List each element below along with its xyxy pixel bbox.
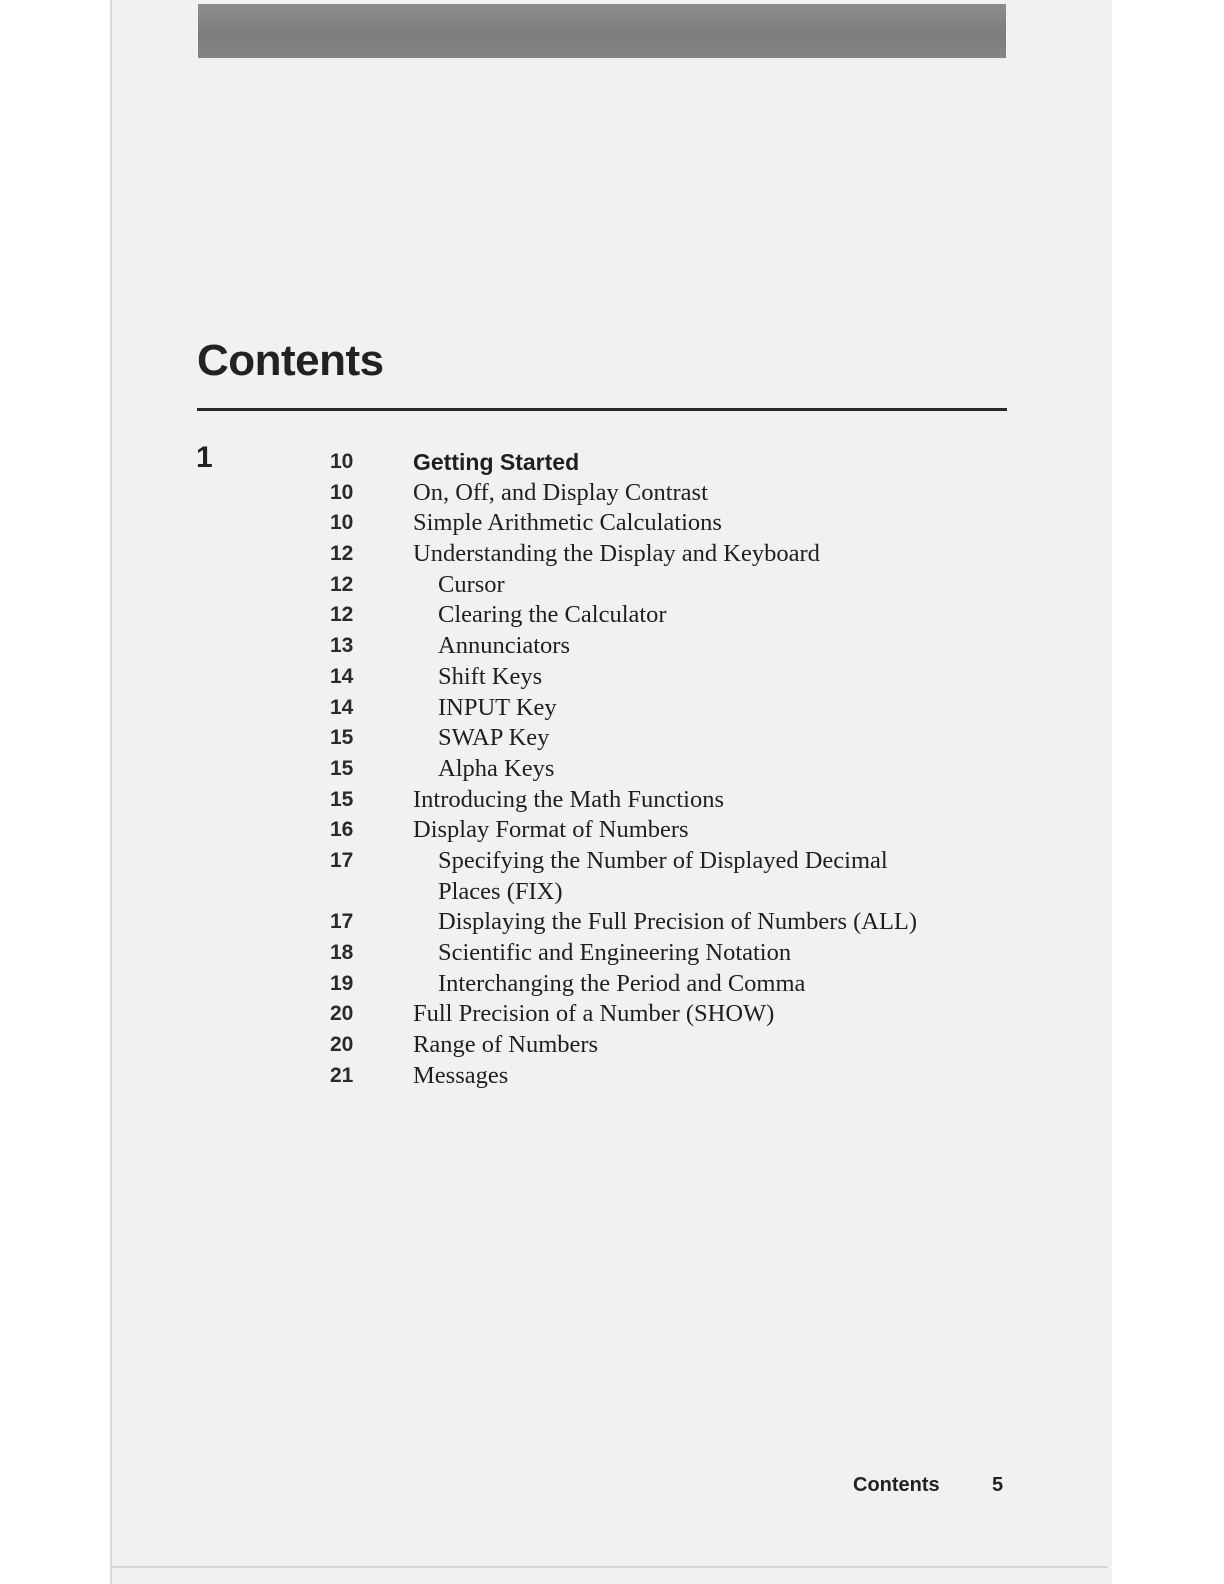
toc-entry-title: Range of Numbers bbox=[413, 1031, 599, 1059]
toc-page-number: 20 bbox=[330, 1002, 354, 1026]
toc-entry bbox=[0, 446, 1224, 477]
toc-entry bbox=[0, 722, 1224, 753]
toc-page-number: 10 bbox=[330, 450, 354, 473]
toc-page-number: 14 bbox=[330, 664, 354, 688]
toc-entry bbox=[0, 1029, 1224, 1060]
toc-entry bbox=[0, 692, 1224, 723]
toc-entry bbox=[0, 569, 1224, 600]
toc-page-number: 13 bbox=[330, 634, 354, 658]
toc-page-number: 18 bbox=[330, 941, 354, 964]
toc-entry-title: Specifying the Number of Displayed Decimal bbox=[438, 846, 888, 874]
toc-entry bbox=[0, 538, 1224, 569]
toc-entry bbox=[0, 998, 1224, 1029]
toc-page-number: 10 bbox=[330, 480, 354, 504]
page-title: Contents bbox=[197, 336, 384, 385]
toc-entry-title: Alpha Keys bbox=[438, 754, 555, 782]
toc-page-number: 17 bbox=[330, 910, 354, 934]
toc-entry-title: On, Off, and Display Contrast bbox=[413, 478, 708, 506]
toc-entry-title: Understanding the Display and Keyboard bbox=[413, 540, 820, 568]
chapter-number: 1 bbox=[196, 441, 213, 474]
toc-page-number: 21 bbox=[330, 1063, 354, 1087]
toc-entry-title: Getting Started bbox=[413, 449, 580, 475]
toc-entry-title: Clearing the Calculator bbox=[438, 601, 667, 629]
toc-page-number: 15 bbox=[330, 787, 354, 811]
toc-entry bbox=[0, 937, 1224, 968]
toc-entry-title: INPUT Key bbox=[438, 693, 557, 721]
toc-entry bbox=[0, 661, 1224, 692]
toc-entry bbox=[0, 968, 1224, 999]
toc-entry bbox=[0, 845, 1224, 876]
toc-entry bbox=[0, 906, 1224, 937]
table-of-contents bbox=[0, 446, 1224, 1090]
toc-entry-title: Scientific and Engineering Notation bbox=[438, 939, 792, 966]
toc-entry-title: Messages bbox=[413, 1061, 509, 1089]
header-bar bbox=[198, 4, 1006, 58]
toc-entry bbox=[0, 477, 1224, 508]
toc-page-number: 15 bbox=[330, 726, 354, 750]
toc-page-number: 17 bbox=[330, 848, 354, 872]
toc-entry-title: Displaying the Full Precision of Numbers (ALL) bbox=[438, 908, 918, 936]
toc-page-number: 15 bbox=[330, 756, 354, 780]
page-bottom-edge bbox=[110, 1566, 1108, 1568]
toc-entry-title: Full Precision of a Number (SHOW) bbox=[413, 1000, 775, 1028]
toc-page-number: 19 bbox=[330, 971, 354, 995]
toc-entry bbox=[0, 814, 1224, 845]
footer-page-number: 5 bbox=[992, 1474, 1004, 1496]
toc-page-number: 10 bbox=[330, 511, 354, 535]
toc-entry-continuation-row bbox=[0, 876, 1224, 907]
toc-entry-title: Interchanging the Period and Comma bbox=[438, 969, 806, 997]
toc-page-number: 12 bbox=[330, 572, 354, 596]
toc-entry bbox=[0, 630, 1224, 661]
toc-page-number: 12 bbox=[330, 542, 354, 566]
toc-entry-title: Display Format of Numbers bbox=[413, 816, 689, 844]
toc-entry-title: SWAP Key bbox=[438, 724, 550, 752]
toc-entry-title: Cursor bbox=[438, 570, 505, 598]
toc-entry bbox=[0, 784, 1224, 815]
toc-page-number: 20 bbox=[330, 1033, 354, 1057]
toc-page-number: 12 bbox=[330, 603, 354, 627]
footer-label: Contents bbox=[853, 1474, 940, 1496]
toc-entry-title: Shift Keys bbox=[438, 662, 543, 690]
toc-entry bbox=[0, 753, 1224, 784]
toc-entry bbox=[0, 1060, 1224, 1091]
toc-page-number: 16 bbox=[330, 818, 354, 842]
toc-entry-title-continuation: Places (FIX) bbox=[438, 877, 563, 905]
title-rule bbox=[197, 408, 1007, 411]
toc-entry-title: Annunciators bbox=[438, 632, 570, 660]
toc-page-number: 14 bbox=[330, 695, 354, 719]
toc-entry bbox=[0, 599, 1224, 630]
toc-entry-title: Simple Arithmetic Calculations bbox=[413, 509, 722, 537]
toc-entry bbox=[0, 507, 1224, 538]
toc-entry-title: Introducing the Math Functions bbox=[413, 785, 724, 813]
